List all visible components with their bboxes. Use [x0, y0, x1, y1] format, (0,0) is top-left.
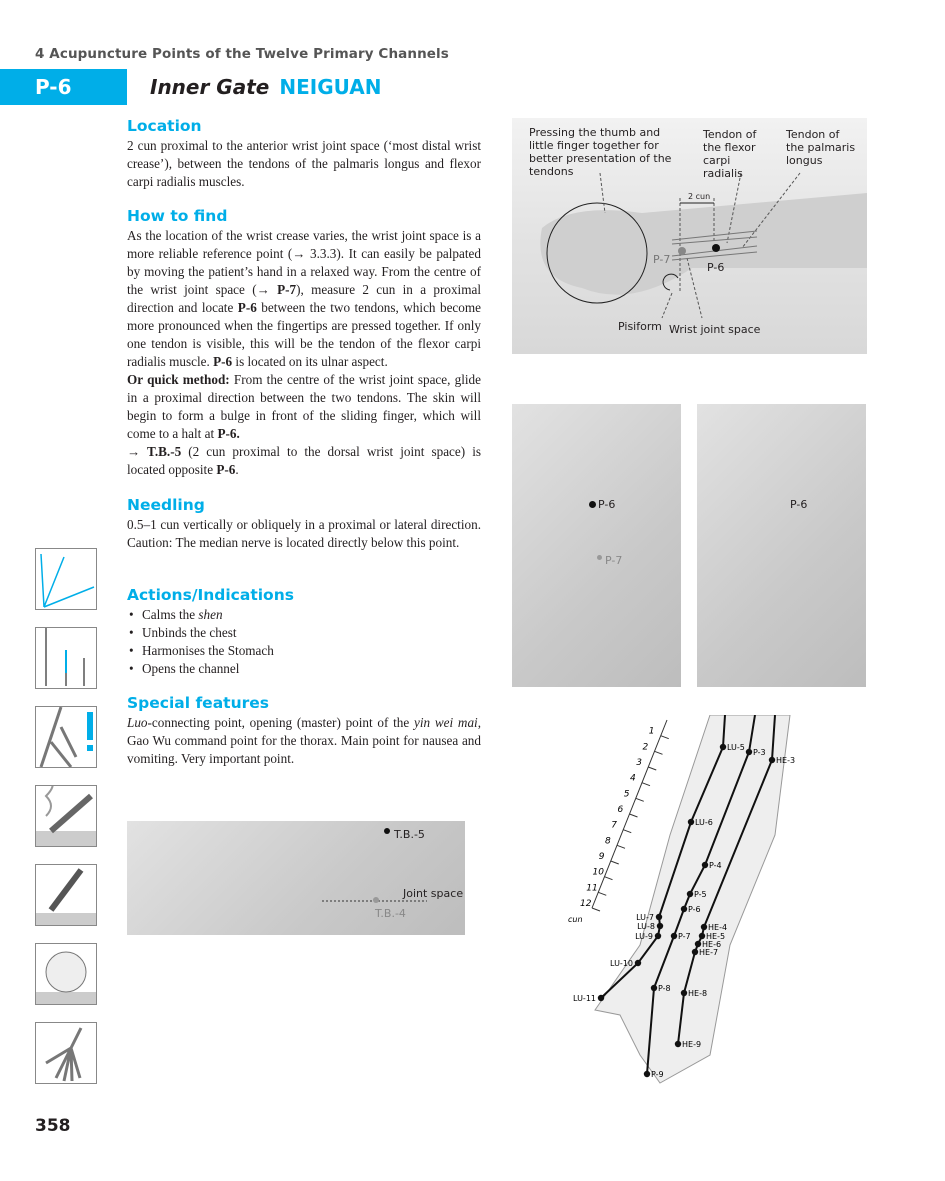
acupoint-marker [702, 862, 708, 868]
acupoint-marker [699, 933, 705, 939]
acupoint-label: HE-5 [706, 932, 726, 941]
scale-label: 3 [636, 758, 642, 768]
needle-insertion-icon [35, 864, 97, 926]
wrist-tendons-figure [512, 118, 867, 354]
moxibustion-icon [35, 785, 97, 847]
scale-tick [605, 877, 613, 880]
point-code: P-6 [35, 75, 72, 99]
acupoint-marker [598, 995, 604, 1001]
palpation-photo-left [512, 404, 681, 687]
acupoint-label: P-7 [678, 932, 691, 941]
list-item: • Calms the shen [127, 606, 481, 624]
title-english: Inner Gate [150, 75, 270, 99]
p6-label: P-6 [598, 498, 616, 511]
page-title [150, 75, 381, 99]
scale-label: 8 [605, 836, 611, 847]
acupoint-marker [657, 923, 663, 929]
acupoint-marker [681, 906, 687, 912]
acupoint-marker [720, 744, 726, 750]
acupoint-marker [644, 1071, 650, 1077]
acupoint-label: P-6 [688, 905, 701, 914]
acupoint-marker [769, 757, 775, 763]
wrist-joint-label: Wrist joint space [669, 323, 761, 336]
scale-tick [636, 798, 644, 801]
palpation-photo-right [697, 404, 866, 687]
scale-label: 10 [592, 867, 604, 878]
scale-tick [642, 783, 650, 786]
tb5-label: T.B.-5 [394, 828, 425, 841]
flexor-tendon-label: Tendon of the flexor carpi radialis [703, 128, 757, 180]
pressing-label: Pressing the thumb and little finger together for better presentation of the tendons [529, 126, 672, 178]
chapter-header: 4 Acupuncture Points of the Twelve Primary Channels [35, 46, 449, 62]
scale-tick [655, 751, 663, 754]
acupoint-marker [701, 924, 707, 930]
pisiform-label: Pisiform [618, 320, 662, 333]
acupoint-marker [651, 985, 657, 991]
acupoint-label: HE-4 [708, 923, 728, 932]
needling-section [127, 496, 481, 552]
needle-angle-icon [35, 548, 97, 610]
acupoint-marker [675, 1041, 681, 1047]
scale-label: 9 [598, 852, 605, 862]
acupoint-label: LU-10 [610, 959, 633, 968]
scale-label: 2 [642, 742, 649, 753]
scale-label: 12 [580, 899, 592, 909]
special-features-section [127, 694, 481, 768]
scale-tick [598, 892, 606, 895]
list-item: • Opens the channel [127, 660, 481, 678]
acupoint-marker [746, 749, 752, 755]
acupoint-marker [671, 933, 677, 939]
scale-label: 1 [648, 726, 655, 737]
scale-tick [592, 908, 600, 911]
warning-channel-icon [35, 706, 97, 768]
scale-tick [623, 830, 631, 833]
acupoint-label: P-3 [753, 748, 766, 757]
actions-heading: Actions/Indications [127, 586, 294, 604]
acupoint-label: P-9 [651, 1070, 664, 1079]
dorsal-wrist-photo [127, 821, 465, 935]
location-text: 2 cun proximal to the anterior wrist joint space (‘most distal wrist crease’), between the tendons of the palmaris longus and flexor carpi radialis muscles. [127, 138, 481, 189]
acupoint-label: HE-3 [776, 756, 796, 765]
acupoint-label: HE-7 [699, 948, 719, 957]
location-section [127, 117, 481, 191]
acupoint-label: HE-6 [702, 940, 722, 949]
tb4-label: T.B.-4 [375, 907, 406, 920]
list-item: • Harmonises the Stomach [127, 642, 481, 660]
how-to-find-heading: How to find [127, 207, 228, 225]
acupoint-label: LU-9 [635, 932, 653, 941]
acupoint-marker [656, 914, 662, 920]
acupoint-marker [688, 819, 694, 825]
p6-label: P-6 [707, 261, 725, 274]
point-code-bar [0, 69, 127, 105]
title-chinese: NEIGUAN [279, 75, 382, 99]
scale-label: 11 [586, 883, 598, 894]
actions-section [127, 586, 481, 678]
hand-bones-icon [35, 1022, 97, 1084]
palmaris-tendon-label: Tendon of the palmaris longus [786, 128, 856, 167]
scale-tick [648, 767, 656, 770]
page-number: 358 [35, 1116, 71, 1136]
p7-label: P-7 [653, 253, 671, 266]
acupoint-label: P-8 [658, 984, 671, 993]
needle-depth-icon [35, 627, 97, 689]
acupoint-label: P-5 [694, 890, 707, 899]
how-to-find-section [127, 207, 481, 479]
scale-tick [611, 861, 619, 864]
cun-label: 2 cun [688, 192, 711, 201]
scale-label: 4 [630, 773, 636, 784]
cupping-icon [35, 943, 97, 1005]
needling-heading: Needling [127, 496, 205, 514]
special-text: Luo-connecting point, opening (master) point of the yin wei mai, Gao Wu command point for the thorax. Main point for nausea and vomiting. Very important point. [127, 715, 482, 766]
location-heading: Location [127, 117, 202, 135]
acupoint-marker [695, 941, 701, 947]
scale-tick [630, 814, 638, 817]
acupoint-marker [687, 891, 693, 897]
scale-tick [617, 845, 625, 848]
acupoint-marker [692, 949, 698, 955]
acupoint-marker [655, 933, 661, 939]
cun-unit-label: cun [568, 915, 583, 924]
acupoint-label: LU-8 [637, 922, 655, 931]
how-to-find-text: As the location of the wrist crease varies, the wrist joint space is a more reliable reference point (→ 3.3.3). It can easily be palpated by moving the patient’s hand in a relaxed way. From the centre of the wrist joint space (→ P-7), measure 2 cun in a proximal direction and locate P-6 between the two tendons, which become more pronounced when the fingertips are pressed together. If only one tendon is visible, this will be the tendon of the flexor carpi radialis muscle. P-6 is located on its ulnar aspect. Or quick method: From the centre of the wrist joint space, glide in a proximal direction between the two tendons. The skin will begin to form a bulge in front of the sliding finger, which will come to a halt at P-6. → T.B.-5 (2 cun proximal to the dorsal wrist joint space) is located opposite P-6. [127, 228, 482, 477]
acupoint-marker [635, 960, 641, 966]
acupoint-label: LU-11 [573, 994, 596, 1003]
joint-space-label: Joint space [403, 887, 464, 900]
acupoint-label: P-4 [709, 861, 722, 870]
needling-text: 0.5–1 cun vertically or obliquely in a proximal or lateral direction. Caution: The median nerve is located directly below this point. [127, 517, 481, 550]
scale-label: 5 [623, 789, 630, 800]
list-item: • Unbinds the chest [127, 624, 481, 642]
scale-label: 6 [617, 805, 624, 815]
scale-tick [661, 736, 669, 739]
forearm-channel-diagram [560, 715, 810, 1085]
p7-label: P-7 [605, 554, 623, 567]
p6-label: P-6 [790, 498, 808, 511]
acupoint-marker [681, 990, 687, 996]
scale-label: 7 [611, 820, 617, 831]
acupoint-label: LU-5 [727, 743, 745, 752]
acupoint-label: HE-9 [682, 1040, 702, 1049]
acupoint-label: LU-7 [636, 913, 654, 922]
acupoint-label: HE-8 [688, 989, 708, 998]
acupoint-label: LU-6 [695, 818, 713, 827]
special-heading: Special features [127, 694, 269, 712]
